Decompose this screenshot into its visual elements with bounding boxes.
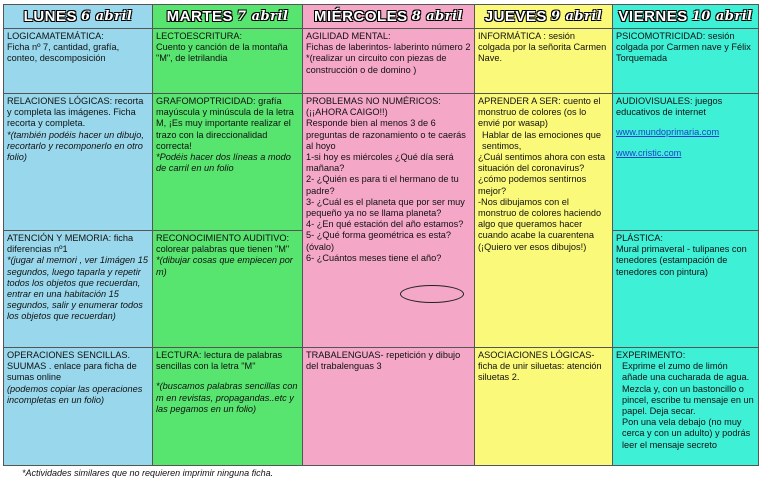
cell-lunes-atencion-memoria — [3, 231, 153, 348]
cell-viernes-audiovisuales — [613, 94, 759, 231]
activity-text: Mezcla y, con un bastoncillo o pincel, escribe tu mensaje en un papel. Deja secar. — [622, 383, 754, 417]
activity-text: Cuento y canción de la montaña "M", de letrilandia — [156, 42, 288, 64]
date-label: 7 abril — [237, 8, 289, 24]
activity-title: LOGICAMATEMÁTICA: — [7, 31, 104, 41]
weekly-schedule-table — [3, 4, 759, 466]
activity-note: *(también podéis hacer un dibujo, recortarlo y recomponerlo en otro folio) — [7, 129, 144, 163]
activity-title: PLÁSTICA: — [616, 233, 663, 243]
activity-text: ¿Cuál sentimos ahora con esta situación del coronavirus? — [478, 152, 606, 174]
link-cristic[interactable]: www.cristic.com — [616, 147, 682, 158]
day-label: JUEVES — [484, 7, 547, 25]
cell-martes-lectoescritura — [153, 29, 303, 94]
header-lunes — [3, 4, 153, 29]
cell-miercoles-agilidad — [303, 29, 475, 94]
activity-note: *Podéis hacer dos líneas a modo de carril en un folio — [156, 152, 291, 174]
question-6: 6- ¿Cuántos meses tiene el año? — [306, 252, 442, 263]
activity-text: Ficha nº 7, cantidad, grafía, conteo, descomposición — [7, 42, 120, 64]
cell-martes-lectura — [153, 348, 303, 466]
activity-text: Fichas de laberintos- laberinto número 2 — [306, 42, 471, 53]
header-viernes — [613, 4, 759, 29]
header-jueves — [475, 4, 613, 29]
date-label: 10 abril — [691, 8, 753, 24]
activity-text: Hablar de las emociones que sentimos, — [482, 129, 601, 151]
question-2: 2- ¿Quién es para ti el hermano de tu padre? — [306, 174, 459, 196]
question-5: 5- ¿Qué forma geométrica es esta? — [306, 230, 452, 241]
cell-jueves-asociaciones — [475, 348, 613, 466]
activity-text: (¡Quiero ver esos dibujos!) — [478, 241, 587, 252]
question-1: 1-si hoy es miércoles ¿Qué día será mañana? — [306, 152, 454, 174]
activity-text: Pon una vela debajo (no muy cerca y con un adulto) y podrás leer el mensaje secreto — [622, 417, 751, 450]
activity-text: Exprime el zumo de limón añade una cucharada de agua. — [622, 361, 750, 383]
activity-text: ASOCIACIONES LÓGICAS- ficha de unir siluetas: atención siluetas 2. — [478, 350, 602, 383]
activity-text: LECTURA: lectura de palabras sencillas con la letra "M" — [156, 350, 283, 372]
activity-text: INFORMÁTICA : sesión colgada por la señorita Carmen Nave. — [478, 31, 607, 64]
day-label: MIÉRCOLES — [314, 7, 408, 25]
question-5-answer: (óvalo) — [306, 241, 335, 252]
cell-jueves-aprender-a-ser — [475, 94, 613, 348]
header-martes — [153, 4, 303, 29]
cell-lunes-relaciones — [3, 94, 153, 231]
question-4: 4- ¿En qué estación del año estamos? — [306, 219, 464, 230]
activity-subtitle: (¡¡AHORA CAIGO!!) — [306, 107, 388, 118]
activity-text: RECONOCIMIENTO AUDITIVO: colorear palabras que tienen "M" — [156, 233, 290, 255]
activity-text: Responde bien al menos 3 de 6 preguntas de razonamiento o te caerás al hoyo — [306, 118, 466, 151]
footnote: *Actividades similares que no requieren imprimir ninguna ficha. — [22, 468, 274, 478]
activity-note: *(realizar un circuito con piezas de construcción o de domino ) — [306, 53, 447, 75]
cell-jueves-informatica — [475, 29, 613, 94]
cell-lunes-operaciones — [3, 348, 153, 466]
date-label: 8 abril — [411, 8, 463, 24]
activity-note: *(dibujar cosas que empiecen por m) — [156, 255, 293, 277]
date-label: 6 abril — [81, 8, 133, 24]
cell-martes-grafomotricidad — [153, 94, 303, 231]
cell-lunes-logicamatematica — [3, 29, 153, 94]
activity-text: APRENDER A SER: cuento el monstruo de colores (os lo envié por wasap) — [478, 96, 601, 129]
activity-text: ¿cómo podemos sentirnos mejor? — [478, 174, 587, 196]
activity-text: TRABALENGUAS- repetición y dibujo del trabalenguas 3 — [306, 350, 461, 372]
cell-viernes-plastica — [613, 231, 759, 348]
date-label: 9 abril — [550, 8, 603, 24]
activity-title: AGILIDAD MENTAL: — [306, 31, 391, 41]
activity-title: EXPERIMENTO: — [616, 350, 686, 360]
activity-note: *(jugar al memori , ver 1imágen 15 segundos, luego taparla y repetir todos los objetos que recuerdan, entrar en una habitación 15 segundos, salir y enumerar todos los objetos que recuerdan) — [7, 255, 148, 322]
cell-martes-reconocimiento — [153, 231, 303, 348]
question-3: 3- ¿Cuál es el planeta que por ser muy pequeño ya no se llama planeta? — [306, 196, 465, 219]
activity-text: -Nos dibujamos con el monstruo de colores haciendo algo que queramos hacer cuando acabe la cuarentena — [478, 196, 602, 241]
link-mundoprimaria[interactable]: www.mundoprimaria.com — [616, 127, 720, 138]
cell-viernes-psicomotricidad — [613, 29, 759, 94]
header-miercoles — [303, 4, 475, 29]
activity-text: Mural primaveral - tulipanes con tenedores (estampación de tenedores con pintura) — [616, 244, 747, 277]
activity-text: ATENCIÓN Y MEMORIA: ficha diferencias nº1 — [7, 233, 134, 255]
cell-miercoles-problemas — [303, 94, 475, 348]
activity-text: OPERACIONES SENCILLAS. SUUMAS . enlace para ficha de sumas online — [7, 350, 137, 383]
activity-text: GRAFOMOPTRICIDAD: grafía mayúscula y minúscula de la letra M, ¡Es muy importante realizar el trazo con la direccionalidad correcta! — [156, 96, 294, 151]
activity-text: PSICOMOTRICIDAD: sesión colgada por Carmen nave y Félix Torquemada — [616, 31, 751, 64]
activity-note: *(buscamos palabras sencillas con m en revistas, propagandas..etc y las pegamos en un folio) — [156, 381, 298, 414]
day-label: MARTES — [166, 7, 234, 25]
activity-title: LECTOESCRITURA: — [156, 31, 243, 41]
day-label: VIERNES — [618, 7, 688, 25]
cell-miercoles-trabalenguas — [303, 348, 475, 466]
activity-title: PROBLEMAS NO NUMÉRICOS: — [306, 96, 441, 106]
day-label: LUNES — [23, 7, 78, 25]
activity-note: (podemos copiar las operaciones incompletas en un folio) — [7, 383, 143, 405]
cell-viernes-experimento — [613, 348, 759, 466]
activity-text: RELACIONES LÓGICAS: recorta y completa las imágenes. Ficha recorta y completa. — [7, 96, 144, 129]
activity-text: AUDIOVISUALES: juegos educativos de internet — [616, 96, 723, 118]
